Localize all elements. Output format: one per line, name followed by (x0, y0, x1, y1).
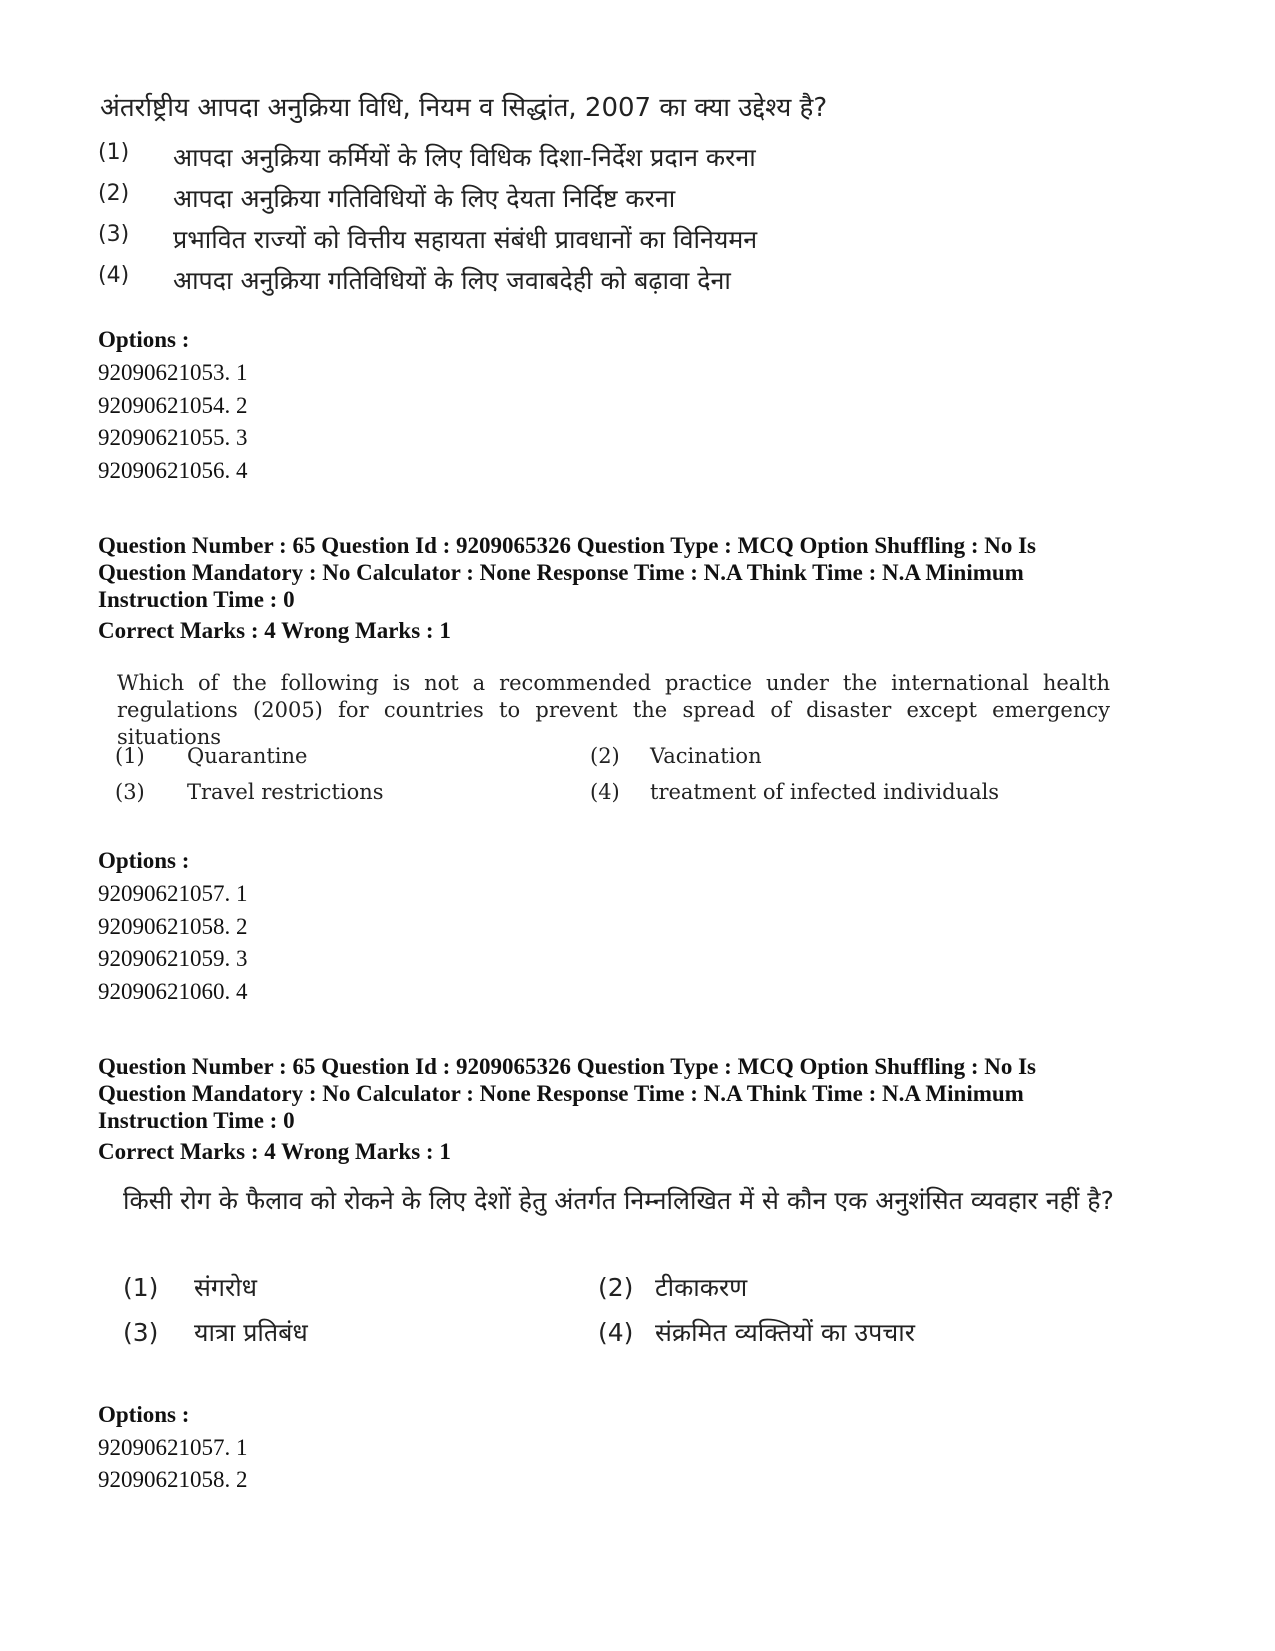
choice-number: (2) (590, 744, 620, 768)
choice-text: प्रभावित राज्यों को वित्तीय सहायता संबंधी प्रावधानों का विनियमन (173, 225, 758, 254)
options-label: Options : (98, 327, 190, 352)
choice-text: संक्रमित व्यक्तियों का उपचार (655, 1318, 915, 1347)
choice-number: (1) (115, 744, 145, 768)
question-stem-english: Which of the following is not a recommended practice under the international health regulations (2005) for countries to prevent the spread of disaster except emergency situations (117, 671, 1110, 749)
option-id: 92090621058. 2 (98, 914, 248, 939)
meta-line: Instruction Time : 0 (98, 1108, 295, 1133)
question-stem-hindi: अंतर्राष्ट्रीय आपदा अनुक्रिया विधि, नियम व सिद्धांत, 2007 का क्या उद्देश्य है? (100, 93, 828, 123)
question-meta (98, 1053, 1178, 1134)
meta-line: Instruction Time : 0 (98, 587, 295, 612)
choice-text: आपदा अनुक्रिया गतिविधियों के लिए देयता निर्दिष्ट करना (173, 184, 676, 213)
choice-number: (4) (590, 780, 620, 804)
choice-text: treatment of infected individuals (650, 780, 1000, 804)
choice-text: आपदा अनुक्रिया कर्मियों के लिए विधिक दिशा-निर्देश प्रदान करना (173, 143, 756, 172)
meta-line: Question Number : 65 Question Id : 9209065326 Question Type : MCQ Option Shuffling : No Is (98, 533, 1037, 558)
choice-number: (2) (598, 1273, 634, 1302)
choice-text: टीकाकरण (655, 1273, 748, 1302)
option-id: 92090621057. 1 (98, 1435, 248, 1460)
options-label: Options : (98, 848, 190, 873)
choice-number: (1) (98, 140, 130, 165)
choice-number: (4) (598, 1318, 634, 1347)
option-id: 92090621058. 2 (98, 1467, 248, 1492)
choice-number: (3) (98, 222, 130, 247)
marks-line: Correct Marks : 4 Wrong Marks : 1 (98, 618, 451, 643)
option-id: 92090621053. 1 (98, 360, 248, 385)
marks-line: Correct Marks : 4 Wrong Marks : 1 (98, 1139, 451, 1164)
choice-number: (2) (98, 181, 130, 206)
choice-number: (3) (123, 1318, 159, 1347)
meta-line: Question Mandatory : No Calculator : None Response Time : N.A Think Time : N.A Minimum (98, 1081, 1024, 1106)
choice-number: (3) (115, 780, 145, 804)
meta-line: Question Mandatory : No Calculator : None Response Time : N.A Think Time : N.A Minimum (98, 560, 1024, 585)
question-meta (98, 532, 1178, 613)
options-label: Options : (98, 1402, 190, 1427)
choice-text: आपदा अनुक्रिया गतिविधियों के लिए जवाबदेही को बढ़ावा देना (173, 266, 731, 295)
option-id: 92090621059. 3 (98, 946, 248, 971)
question-stem-hindi: किसी रोग के फैलाव को रोकने के लिए देशों हेतु अंतर्गत निम्नलिखित में से कौन एक अनुशंसित व्यवहार नहीं है? (123, 1186, 1114, 1215)
choice-text: Vacination (650, 744, 762, 768)
choice-text: संगरोध (194, 1273, 258, 1302)
option-id: 92090621057. 1 (98, 881, 248, 906)
option-id: 92090621055. 3 (98, 425, 248, 450)
choice-text: Quarantine (187, 744, 308, 768)
option-id: 92090621056. 4 (98, 458, 248, 483)
option-id: 92090621060. 4 (98, 979, 248, 1004)
choice-text: यात्रा प्रतिबंध (194, 1318, 308, 1347)
choice-number: (4) (98, 263, 130, 288)
choice-number: (1) (123, 1273, 159, 1302)
choice-text: Travel restrictions (187, 780, 384, 804)
meta-line: Question Number : 65 Question Id : 9209065326 Question Type : MCQ Option Shuffling : No Is (98, 1054, 1037, 1079)
option-id: 92090621054. 2 (98, 393, 248, 418)
